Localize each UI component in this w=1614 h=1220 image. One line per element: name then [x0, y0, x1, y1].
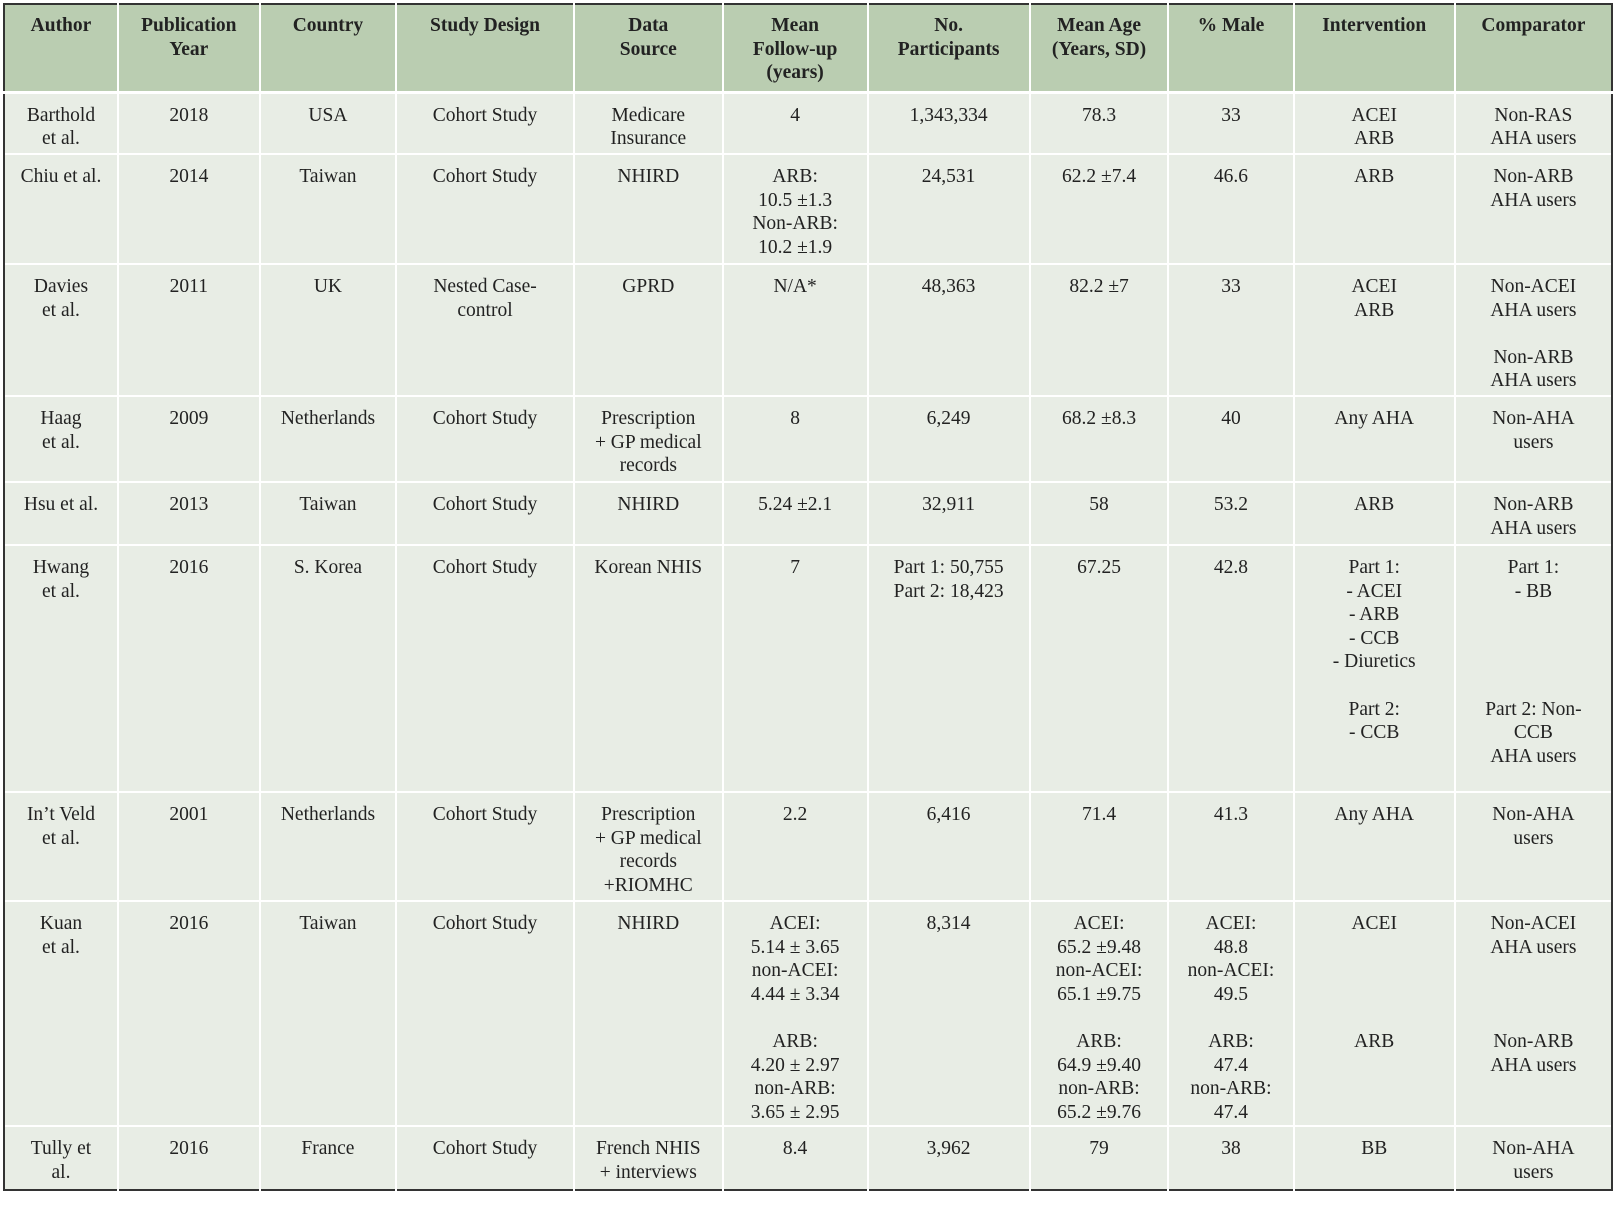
table-cell: Barthold et al.: [4, 92, 118, 154]
table-cell: BB: [1294, 1126, 1455, 1190]
table-cell: 2001: [118, 792, 260, 901]
table-cell: Cohort Study: [396, 792, 574, 901]
table-cell: 46.6: [1168, 154, 1293, 264]
column-header: Author: [4, 4, 118, 92]
table-cell: Taiwan: [260, 901, 397, 1126]
table-cell: 58: [1030, 482, 1169, 545]
table-cell: 71.4: [1030, 792, 1169, 901]
table-cell: Part 1: 50,755 Part 2: 18,423: [868, 545, 1030, 792]
table-cell: 78.3: [1030, 92, 1169, 154]
column-header: Comparator: [1455, 4, 1612, 92]
table-cell: 2016: [118, 545, 260, 792]
table-cell: 6,416: [868, 792, 1030, 901]
table-cell: 5.24 ±2.1: [723, 482, 868, 545]
table-cell: Kuan et al.: [4, 901, 118, 1126]
table-cell: ARB: [1294, 154, 1455, 264]
table-cell: 41.3: [1168, 792, 1293, 901]
table-cell: 2016: [118, 901, 260, 1126]
table-row: [4, 264, 1612, 396]
table-cell: 48,363: [868, 264, 1030, 396]
table-cell: Davies et al.: [4, 264, 118, 396]
table-cell: 2013: [118, 482, 260, 545]
table-cell: Non-AHA users: [1455, 1126, 1612, 1190]
table-cell: Chiu et al.: [4, 154, 118, 264]
table-cell: 2016: [118, 1126, 260, 1190]
table-row: [4, 901, 1612, 1126]
table-cell: 2011: [118, 264, 260, 396]
table-cell: NHIRD: [574, 482, 723, 545]
table-row: [4, 92, 1612, 154]
table-cell: Cohort Study: [396, 901, 574, 1126]
table-cell: ACEI ARB: [1294, 92, 1455, 154]
table-cell: Hwang et al.: [4, 545, 118, 792]
column-header: % Male: [1168, 4, 1293, 92]
table-cell: Non-ARB AHA users: [1455, 482, 1612, 545]
column-header: Intervention: [1294, 4, 1455, 92]
table-row: [4, 482, 1612, 545]
table-cell: 33: [1168, 92, 1293, 154]
table-body: [4, 92, 1612, 1190]
table-cell: Part 1: - BB Part 2: Non- CCB AHA users: [1455, 545, 1612, 792]
table-cell: Netherlands: [260, 792, 397, 901]
table-cell: NHIRD: [574, 901, 723, 1126]
table-cell: Haag et al.: [4, 396, 118, 482]
table-cell: 32,911: [868, 482, 1030, 545]
table-cell: 7: [723, 545, 868, 792]
table-cell: ACEI: 65.2 ±9.48 non-ACEI: 65.1 ±9.75 ARB: 64.9 ±9.40 non-ARB: 65.2 ±9.76: [1030, 901, 1169, 1126]
table-cell: S. Korea: [260, 545, 397, 792]
table-row: [4, 545, 1612, 792]
table-cell: 38: [1168, 1126, 1293, 1190]
column-header: Country: [260, 4, 397, 92]
table-cell: Cohort Study: [396, 1126, 574, 1190]
table-cell: 8: [723, 396, 868, 482]
study-characteristics-table: [3, 3, 1613, 1191]
table-cell: ARB: 10.5 ±1.3 Non-ARB: 10.2 ±1.9: [723, 154, 868, 264]
table-cell: 40: [1168, 396, 1293, 482]
table-cell: Cohort Study: [396, 545, 574, 792]
column-header: No. Participants: [868, 4, 1030, 92]
table-cell: 8.4: [723, 1126, 868, 1190]
header-row: [4, 4, 1612, 92]
table-cell: Cohort Study: [396, 482, 574, 545]
table-cell: Prescription + GP medical records: [574, 396, 723, 482]
table-cell: In’t Veld et al.: [4, 792, 118, 901]
table-cell: 33: [1168, 264, 1293, 396]
table-cell: N/A*: [723, 264, 868, 396]
table-cell: Medicare Insurance: [574, 92, 723, 154]
table-cell: Non-ACEI AHA users Non-ARB AHA users: [1455, 901, 1612, 1126]
table-cell: 8,314: [868, 901, 1030, 1126]
table-cell: ACEI: 48.8 non-ACEI: 49.5 ARB: 47.4 non-ARB: 47.4: [1168, 901, 1293, 1126]
table-cell: France: [260, 1126, 397, 1190]
table-cell: 1,343,334: [868, 92, 1030, 154]
table-cell: Korean NHIS: [574, 545, 723, 792]
table-cell: 62.2 ±7.4: [1030, 154, 1169, 264]
table-cell: UK: [260, 264, 397, 396]
table-cell: Cohort Study: [396, 396, 574, 482]
table-row: [4, 154, 1612, 264]
table-cell: Non-AHA users: [1455, 792, 1612, 901]
column-header: Publication Year: [118, 4, 260, 92]
table-cell: Taiwan: [260, 154, 397, 264]
table-cell: Non-ACEI AHA users Non-ARB AHA users: [1455, 264, 1612, 396]
table-cell: ACEI: 5.14 ± 3.65 non-ACEI: 4.44 ± 3.34 ARB: 4.20 ± 2.97 non-ARB: 3.65 ± 2.95: [723, 901, 868, 1126]
table-cell: Cohort Study: [396, 92, 574, 154]
table-cell: ARB: [1294, 482, 1455, 545]
table-cell: ACEI ARB: [1294, 264, 1455, 396]
table-cell: 2018: [118, 92, 260, 154]
table-cell: Tully et al.: [4, 1126, 118, 1190]
table-cell: Taiwan: [260, 482, 397, 545]
table-cell: Cohort Study: [396, 154, 574, 264]
table-cell: Part 1: - ACEI - ARB - CCB - Diuretics Part 2: - CCB: [1294, 545, 1455, 792]
table-cell: Non-AHA users: [1455, 396, 1612, 482]
table-cell: Prescription + GP medical records +RIOMHC: [574, 792, 723, 901]
table-row: [4, 396, 1612, 482]
table-cell: Nested Case- control: [396, 264, 574, 396]
table-cell: 3,962: [868, 1126, 1030, 1190]
table-cell: 68.2 ±8.3: [1030, 396, 1169, 482]
table-cell: 2009: [118, 396, 260, 482]
table-cell: Any AHA: [1294, 396, 1455, 482]
table-cell: Any AHA: [1294, 792, 1455, 901]
table-cell: Non-RAS AHA users: [1455, 92, 1612, 154]
table-cell: 6,249: [868, 396, 1030, 482]
table-cell: USA: [260, 92, 397, 154]
table-cell: 2.2: [723, 792, 868, 901]
table-cell: GPRD: [574, 264, 723, 396]
table-row: [4, 1126, 1612, 1190]
table-cell: NHIRD: [574, 154, 723, 264]
table-cell: 4: [723, 92, 868, 154]
table-row: [4, 792, 1612, 901]
table-cell: ACEI ARB: [1294, 901, 1455, 1126]
table-cell: Non-ARB AHA users: [1455, 154, 1612, 264]
column-header: Study Design: [396, 4, 574, 92]
table-cell: Netherlands: [260, 396, 397, 482]
column-header: Data Source: [574, 4, 723, 92]
table-cell: 82.2 ±7: [1030, 264, 1169, 396]
table-cell: 53.2: [1168, 482, 1293, 545]
column-header: Mean Age (Years, SD): [1030, 4, 1169, 92]
table-cell: Hsu et al.: [4, 482, 118, 545]
table-cell: French NHIS + interviews: [574, 1126, 723, 1190]
table-cell: 24,531: [868, 154, 1030, 264]
table-cell: 2014: [118, 154, 260, 264]
table-cell: 79: [1030, 1126, 1169, 1190]
table-cell: 67.25: [1030, 545, 1169, 792]
table-cell: 42.8: [1168, 545, 1293, 792]
column-header: Mean Follow-up (years): [723, 4, 868, 92]
